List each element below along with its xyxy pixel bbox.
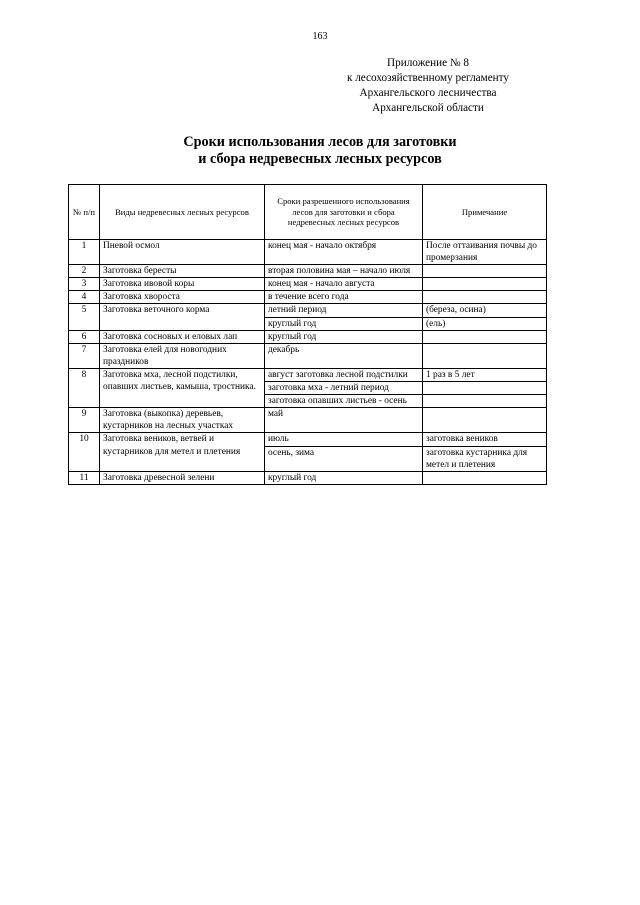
row-note: заготовка веников: [423, 433, 547, 446]
row-num: 10: [69, 433, 100, 471]
row-terms: декабрь: [265, 343, 423, 368]
row-terms: заготовка опавших листьев - осень: [265, 395, 423, 408]
row-kind: Заготовка веников, ветвей и кустарников для метел и плетения: [100, 433, 265, 471]
row-kind: Заготовка елей для новогодних праздников: [100, 343, 265, 368]
table-row: [69, 265, 547, 278]
document-title: [0, 134, 640, 168]
row-note: [423, 343, 547, 368]
table-row: [69, 471, 547, 484]
row-terms: май: [265, 408, 423, 433]
table-row: [69, 408, 547, 433]
row-terms: конец мая - начало октября: [265, 240, 423, 265]
appendix-line: к лесохозяйственному регламенту: [346, 72, 509, 84]
row-note: 1 раз в 5 лет: [423, 368, 547, 381]
title-line: и сбора недревесных лесных ресурсов: [198, 151, 442, 167]
row-kind: Заготовка бересты: [100, 265, 265, 278]
row-kind: Заготовка мха, лесной подстилки, опавших листьев, камыша, тростника.: [100, 368, 265, 407]
row-note: [423, 278, 547, 291]
table-row: [69, 330, 547, 343]
resources-table: [68, 184, 547, 485]
header-note: Примечание: [423, 185, 547, 240]
table-row: [69, 433, 547, 446]
row-terms: заготовка мха - летний период: [265, 382, 423, 395]
table-row: [69, 291, 547, 304]
table-row: [69, 278, 547, 291]
row-note: заготовка кустарника для метел и плетения: [423, 446, 547, 471]
appendix-line: Приложение № 8: [387, 57, 469, 69]
row-num: 2: [69, 265, 100, 278]
row-num: 9: [69, 408, 100, 433]
row-note: После оттаивания почвы до промерзания: [423, 240, 547, 265]
row-note: [423, 265, 547, 278]
row-terms: круглый год: [265, 317, 423, 330]
row-kind: Заготовка хвороста: [100, 291, 265, 304]
row-kind: Заготовка древесной зелени: [100, 471, 265, 484]
table-row: [69, 368, 547, 381]
table-row: [69, 240, 547, 265]
table-row: [69, 343, 547, 368]
row-terms: осень, зима: [265, 446, 423, 471]
row-note: (береза, осина): [423, 304, 547, 317]
row-terms: летний период: [265, 304, 423, 317]
header-terms: Сроки разрешенного использования лесов для заготовки и сбора недревесных лесных ресурсов: [265, 185, 423, 240]
row-note: [423, 330, 547, 343]
page-number: 163: [312, 31, 328, 42]
row-num: 7: [69, 343, 100, 368]
row-note: [423, 408, 547, 433]
row-terms: круглый год: [265, 471, 423, 484]
row-note: [423, 382, 547, 395]
row-kind: Заготовка (выкопка) деревьев, кустарников на лесных участках: [100, 408, 265, 433]
row-kind: Заготовка сосновых и еловых лап: [100, 330, 265, 343]
row-num: 3: [69, 278, 100, 291]
title-line: Сроки использования лесов для заготовки: [183, 134, 457, 150]
row-terms: конец мая - начало августа: [265, 278, 423, 291]
row-terms: вторая половина мая – начало июля: [265, 265, 423, 278]
row-kind: Заготовка ивовой коры: [100, 278, 265, 291]
table-row: [69, 304, 547, 317]
table-header-row: [69, 185, 547, 240]
row-terms: июль: [265, 433, 423, 446]
row-note: (ель): [423, 317, 547, 330]
appendix-line: Архангельского лесничества: [359, 87, 497, 99]
row-kind: Пневой осмол: [100, 240, 265, 265]
row-note: [423, 395, 547, 408]
row-num: 6: [69, 330, 100, 343]
row-note: [423, 471, 547, 484]
row-num: 8: [69, 368, 100, 407]
row-num: 5: [69, 304, 100, 330]
row-num: 4: [69, 291, 100, 304]
row-terms: август заготовка лесной подстилки: [265, 368, 423, 381]
appendix-line: Архангельской области: [372, 102, 484, 114]
row-terms: круглый год: [265, 330, 423, 343]
header-kind: Виды недревесных лесных ресурсов: [100, 185, 265, 240]
header-num: № п/п: [69, 185, 100, 240]
appendix-header: [318, 56, 538, 116]
row-kind: Заготовка веточного корма: [100, 304, 265, 330]
row-note: [423, 291, 547, 304]
row-num: 1: [69, 240, 100, 265]
row-num: 11: [69, 471, 100, 484]
row-terms: в течение всего года: [265, 291, 423, 304]
